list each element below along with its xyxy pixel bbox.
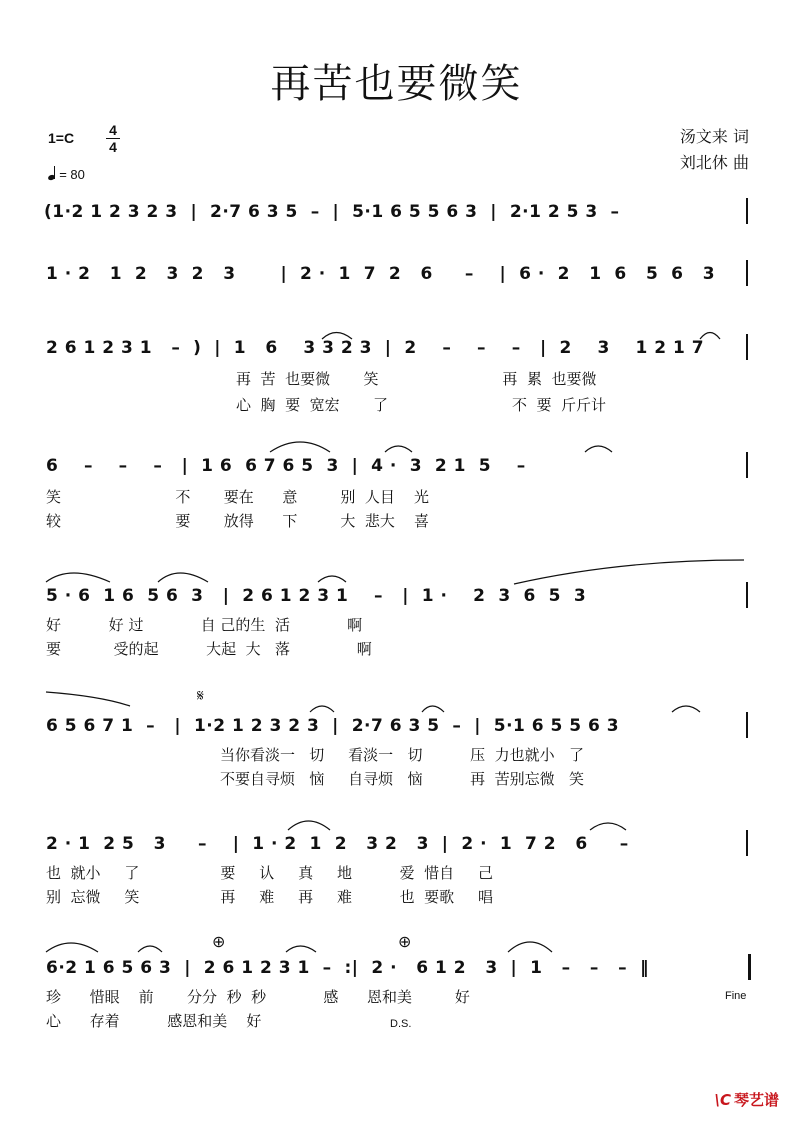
- bar-line: [746, 452, 748, 478]
- logo-icon: \C: [714, 1091, 731, 1109]
- slur: [508, 942, 552, 952]
- lyric-line-verse-1: 再 苦 也要微 笑 再 累 也要微: [236, 370, 597, 388]
- lyric-line-verse-2: 不要自寻烦 恼 自寻烦 恼 再 苦别忘微 笑: [220, 770, 584, 788]
- lyric-line-verse-2: 别 忘微 笑 再 难 再 难 也 要歌 唱: [46, 888, 494, 906]
- notation-line: 6 5 6 7 1 – | 1·2 1 2 3 2 3 | 2·7 6 3 5 – | 5·1 6 5 5 6 3: [46, 716, 620, 736]
- slur: [672, 706, 700, 712]
- segno-mark: 𝄋: [197, 688, 204, 705]
- coda-mark: ⊕: [212, 934, 226, 951]
- time-signature-bottom: 4: [109, 139, 117, 155]
- bar-line: [746, 334, 748, 360]
- lyric-line-verse-2: 心 存着 感恩和美 好: [46, 1012, 262, 1030]
- lyric-line-verse-2: 较 要 放得 下 大 悲大 喜: [46, 512, 429, 530]
- lyric-line-verse-1: 好 好 过 自 己的生 活 啊: [46, 616, 363, 634]
- notation-line: 2 6 1 2 3 1 – ) | 1 6 3 3 2 3 | 2 – – – | 2 3 1 2 1 7: [46, 338, 705, 358]
- notation-line: (1·2 1 2 3 2 3 | 2·7 6 3 5 – | 5·1 6 5 5 6 3 | 2·1 2 5 3 –: [44, 202, 620, 222]
- slur: [46, 573, 110, 582]
- notation-line: 6 – – – | 1 6 6 7 6 5 3 | 4 · 3 2 1 5 –: [46, 456, 526, 476]
- slur: [310, 706, 334, 712]
- notation-line: 5 · 6 1 6 5 6 3 | 2 6 1 2 3 1 – | 1 · 2 3 6 5 3: [46, 586, 587, 606]
- bar-line: [746, 260, 748, 286]
- bar-line: [746, 582, 748, 608]
- bar-line: [746, 712, 748, 738]
- lyric-line-verse-1: 珍 惜眼 前 分分 秒 秒 感 恩和美 好: [46, 988, 470, 1006]
- slur: [46, 943, 98, 952]
- logo-text: 琴艺谱: [733, 1091, 779, 1109]
- bar-line: [746, 198, 748, 224]
- lyric-line-verse-2: 要 受的起 大起 大 落 啊: [46, 640, 372, 658]
- lyric-line-verse-1: 也 就小 了 要 认 真 地 爱 惜自 己: [46, 864, 494, 882]
- notation-line: 6·2 1 6 5 6 3 | 2 6 1 2 3 1 – :| 2 · 6 1 2 3 | 1 – – – ‖: [46, 958, 649, 978]
- key-signature: 1=C: [48, 130, 75, 146]
- bar-line: [746, 830, 748, 856]
- slur: [288, 821, 330, 830]
- slur: [585, 446, 612, 452]
- slur: [318, 576, 346, 582]
- song-title: 再苦也要微笑: [270, 61, 523, 107]
- brand-logo: [714, 1089, 779, 1110]
- lyricist-credit: 汤文来 词: [679, 127, 749, 146]
- coda-mark: ⊕: [398, 934, 412, 951]
- final-bar-line: [748, 954, 751, 980]
- composer-credit: 刘北休 曲: [679, 153, 749, 172]
- notation-line: 1 · 2 1 2 3 2 3 | 2 · 1 7 2 6 – | 6 · 2 1 6 5 6 3: [46, 264, 716, 284]
- notation-line: 2 · 1 2 5 3 – | 1 · 2 1 2 3 2 3 | 2 · 1 7 2 6 –: [46, 834, 629, 854]
- slur: [158, 573, 208, 582]
- slur: [700, 333, 720, 340]
- ds-mark: D.S.: [390, 1018, 412, 1030]
- tempo-value: = 80: [59, 167, 85, 182]
- slur: [270, 442, 330, 452]
- slur: [514, 560, 744, 584]
- slur: [422, 706, 444, 712]
- lyric-line-verse-1: 当你看淡一 切 看淡一 切 压 力也就小 了: [220, 746, 584, 764]
- lyric-line-verse-2: 心 胸 要 宽宏 了 不 要 斤斤计: [236, 396, 607, 414]
- slur: [385, 446, 412, 452]
- slur: [590, 823, 626, 830]
- slur: [322, 333, 352, 340]
- slur: [46, 692, 130, 706]
- lyric-line-verse-1: 笑 不 要在 意 别 人目 光: [46, 488, 429, 506]
- time-signature-top: 4: [109, 122, 117, 138]
- slur: [286, 946, 316, 952]
- fine-mark: Fine: [725, 990, 747, 1002]
- slur: [138, 946, 162, 952]
